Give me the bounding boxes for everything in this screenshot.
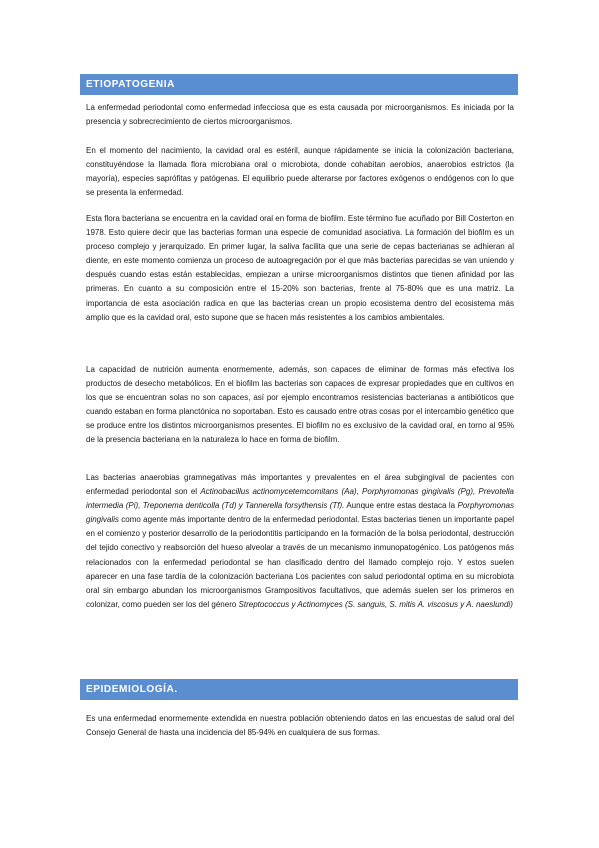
italic-text-run: Actinobacillus actinomycetemcomitans (Aa), Porphyromonas gingivalis (Pg), Prevotella intermedia (Pi), Treponema denticolla (Td) y Tannerella forsythensis (Tf). <box>86 487 515 511</box>
italic-text-run: Streptococcus y Actinomyces (S. sanguis, S. mitis A. viscosus y A. naeslundi) <box>238 599 513 609</box>
paragraph <box>86 101 514 129</box>
text-run: Esta flora bacteriana se encuentra en la cavidad oral en forma de biofilm. Este término fue acuñado por Bill Costerton en 1978. Esto quiere decir que las bacterias forman una especie de comunidad asociativa. La formación del biofilm es un proceso complejo y jerarquizado. En primer lugar, la saliva facilita que una serie de cepas bacterianas se adhieran al diente, en este momento comienza un proceso de autoagregación por el que más bacterias parecidas se van uniendo y después cuando estas están establecidas, empiezan a unirse microorganismos distintos que tienen afinidad por las primeras. En cuanto a su composición entre el 15-20% son bacterias, frente al 75-80% que es una matriz. La importancia de esta asociación radica en que las bacterias crean un propio ecosistema dentro del ecosistema más amplio que es la cavidad oral, esto supone que se hacen más resistentes a los cambios ambientales. <box>86 214 514 322</box>
section-heading-epidemiologia: EPIDEMIOLOGÍA. <box>80 679 518 700</box>
paragraph <box>86 712 514 740</box>
text-run: En el momento del nacimiento, la cavidad oral es estéril, aunque rápidamente se inicia la colonización bacteriana, constituyéndose la llamada flora microbiana oral o microbiota, donde cohabitan aerobios, anaerobios estrictos (la mayoría), especies saprófitas y patógenas. El equilibrio puede alterarse por factores exógenos o endógenos con lo que se presenta la enfermedad. <box>86 146 514 198</box>
text-run: Las bacterias anaerobias gramnegativas más importantes y prevalentes en el área subgingival de pacientes con enfermedad periodontal son el <box>86 473 514 497</box>
paragraph <box>86 144 514 200</box>
text-run: Aunque entre estas destaca la <box>344 501 458 511</box>
paragraph <box>86 363 514 448</box>
text-run: La enfermedad periodontal como enfermedad infecciosa que es esta causada por microorganismos. Es iniciada por la presencia y sobrecrecimiento de ciertos microorganismos. <box>86 103 514 127</box>
section-heading-etiopatogenia: ETIOPATOGENIA <box>80 74 518 95</box>
italic-text-run: Porphyromonas gingivalis <box>86 501 514 525</box>
text-run: como agente más importante dentro de la enfermedad periodontal. Estas bacterias tienen un importante papel en el comienzo y posterior desarrollo de la periodontitis participando en la formación de la bolsa periodontal, destrucción del tejido conectivo y reabsorción del hueso alveolar a través de un mecanismo inmunopatogénico. Los patógenos más relacionados con la enfermedad periodontal se han clasificado dentro del llamado complejo rojo. Y estos suelen aparecer en una fase tardía de la colonización bacteriana Los pacientes con salud periodontal optima en su microbiota oral sin embargo abundan los microorganismos Grampositivos facultativos, que además suelen ser los primeros en colonizar, como pueden ser los del género <box>86 515 514 609</box>
paragraph <box>86 471 514 612</box>
text-run: Es una enfermedad enormemente extendida en nuestra población obteniendo datos en las encuestas de salud oral del Consejo General de hasta una incidencia del 85-94% en cualquiera de sus formas. <box>86 714 514 738</box>
text-run: La capacidad de nutrición aumenta enormemente, además, son capaces de eliminar de formas más efectiva los productos de desecho metabólicos. En el biofilm las bacterias son capaces de expresar propiedades que en cultivos en los que se encuentran solas no son capaces, así por ejemplo encontramos resistencias bacterianas a antibióticos que cuando estaban en forma planctónica no soportaban. Esto es causado entre otras cosas por el intercambio genético que se produce entre los distintos microorganismos presentes. El biofilm no es exclusivo de la cavidad oral, en torno al 95% de la presencia bacteriana en la naturaleza lo hace en forma de biofilm. <box>86 365 514 445</box>
paragraph <box>86 212 514 325</box>
